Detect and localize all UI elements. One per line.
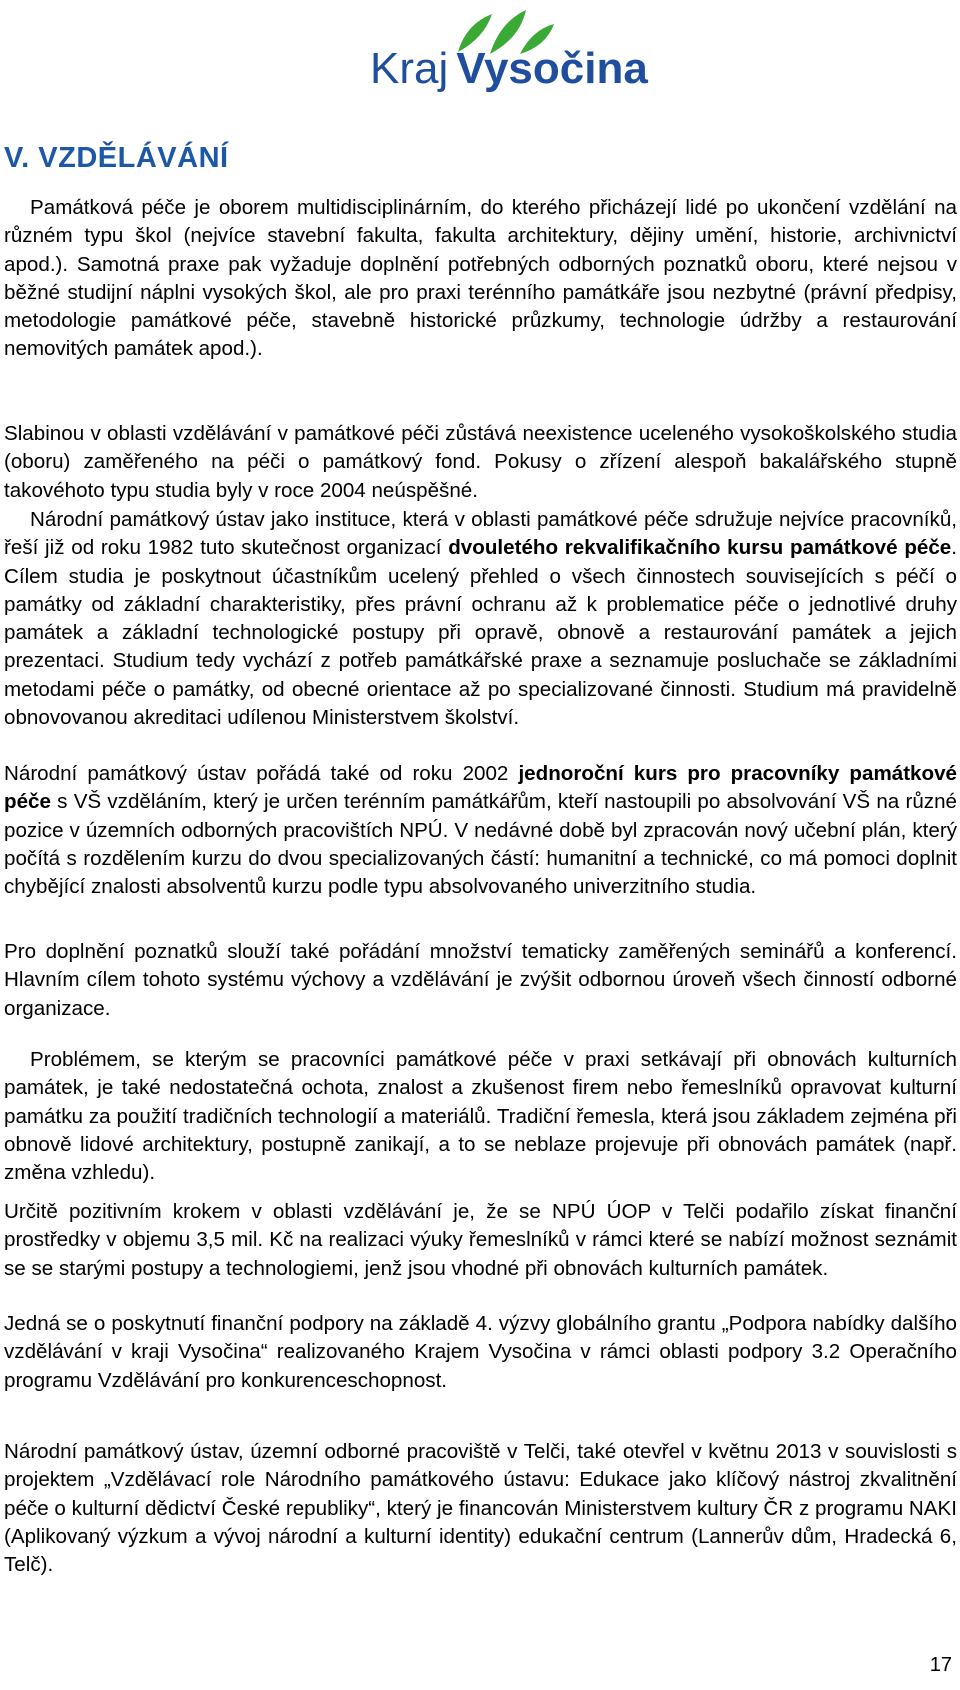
paragraph-6: Problémem, se kterým se pracovníci památkové péče v praxi setkávají při obnovách kulturních památek, je také nedostatečná ochota, znalost a zkušenost firem nebo řemeslníků opravovat kulturní památku za použití tradičních technologií a materiálů. Tradiční řemesla, která jsou základem zejména při obnově lidové architektury, postupně zanikají, a to se neblaze projevuje při obnovách památek (např. změna vzhledu).	[4, 1048, 957, 1185]
bold-course-name: dvouletého rekvalifikačního kursu památkové péče	[448, 536, 952, 560]
logo-wordmark: Kraj Vysočina	[370, 44, 648, 93]
paragraph-5: Pro doplnění poznatků slouží také pořádání množství tematicky zaměřených seminářů a konferencí. Hlavním cílem tohoto systému výchovy a vzdělávání je zvýšit odbornou úroveň všech činností odborné organizace.	[4, 940, 957, 1020]
paragraph-7: Určitě pozitivním krokem v oblasti vzdělávání je, že se NPÚ ÚOP v Telči podařilo získat finanční prostředky v objemu 3,5 mil. Kč na realizaci výuky řemeslníků v rámci které se nabízí možnost seznámit se se starými postupy a technologiemi, jenž jsou vhodné při obnovách kulturních památek.	[4, 1200, 957, 1280]
kraj-vysocina-logo	[370, 8, 648, 93]
page-number: 17	[929, 1654, 952, 1676]
paragraph-8: Jedná se o poskytnutí finanční podpory na základě 4. výzvy globálního grantu „Podpora nabídky dalšího vzdělávání v kraji Vysočina“ realizovaného Krajem Vysočina v rámci oblasti podpory 3.2 Operačního programu Vzdělávání pro konkurenceschopnost.	[4, 1312, 957, 1392]
paragraph-1: Památková péče je oborem multidisciplinárním, do kterého přicházejí lidé po ukončení vzdělání na různém typu škol (nejvíce stavební fakulta, fakulta architektury, dějiny umění, historie, archivnictví apod.). Samotná praxe pak vyžaduje doplnění potřebných odborných poznatků oboru, které nejsou v běžné studijní náplni vysokých škol, ale pro praxi terénního památkáře jsou nezbytné (právní předpisy, metodologie památkové péče, stavebně historické průzkumy, technologie údržby a restaurování nemovitých památek apod.).	[4, 196, 957, 361]
paragraph-3: Národní památkový ústav jako instituce, která v oblasti památkové péče sdružuje nejvíce pracovníků, řeší již od roku 1982 tuto skutečnost organizací dvouletého rekvalifikačního kursu památkové péče. Cílem studia je poskytnout účastníkům ucelený přehled o všech činnostech souvisejících s péčí o památky od základní charakteristiky, přes právní ochranu až k problematice péče o jednotlivé druhy památek a základní technologické postupy při opravě, obnově a restaurování památek a jejich prezentaci. Studium tedy vychází z potřeb památkářské praxe a seznamuje posluchače se základními metodami péče o památky, od obecné orientace až po specializované činnosti. Studium má pravidelně obnovovanou akreditaci udílenou Ministerstvem školství.	[4, 508, 957, 730]
bold-course-name-2: jednoroční kurs pro pracovníky památkové péče	[4, 762, 957, 814]
paragraph-2: Slabinou v oblasti vzdělávání v památkové péči zůstává neexistence uceleného vysokoškolského studia (oboru) zaměřeného na péči o památkový fond. Pokusy o zřízení alespoň bakalářského stupně takovéhoto typu studia byly v roce 2004 neúspěšné.	[4, 422, 957, 502]
paragraph-4: Národní památkový ústav pořádá také od roku 2002 jednoroční kurs pro pracovníky památkové péče s VŠ vzděláním, který je určen terénním památkářům, kteří nastoupili po absolvování VŠ na různé pozice v územních odborných pracovištích NPÚ. V nedávné době byl zpracován nový učební plán, který počítá s rozdělením kurzu do dvou specializovaných částí: humanitní a technické, co má pomoci doplnit chybějící znalosti absolventů kurzu podle typu absolvovaného univerzitního studia.	[4, 762, 957, 899]
paragraph-9: Národní památkový ústav, územní odborné pracoviště v Telči, také otevřel v květnu 2013 v souvislosti s projektem „Vzdělávací role Národního památkového ústavu: Edukace jako klíčový nástroj zkvalitnění péče o kulturní dědictví České republiky“, který je financován Ministerstvem kultury ČR z programu NAKI (Aplikovaný výzkum a vývoj národní a kulturní identity) edukační centrum (Lannerův dům, Hradecká 6, Telč).	[4, 1440, 957, 1577]
section-heading: V. VZDĚLÁVÁNÍ	[4, 142, 229, 174]
